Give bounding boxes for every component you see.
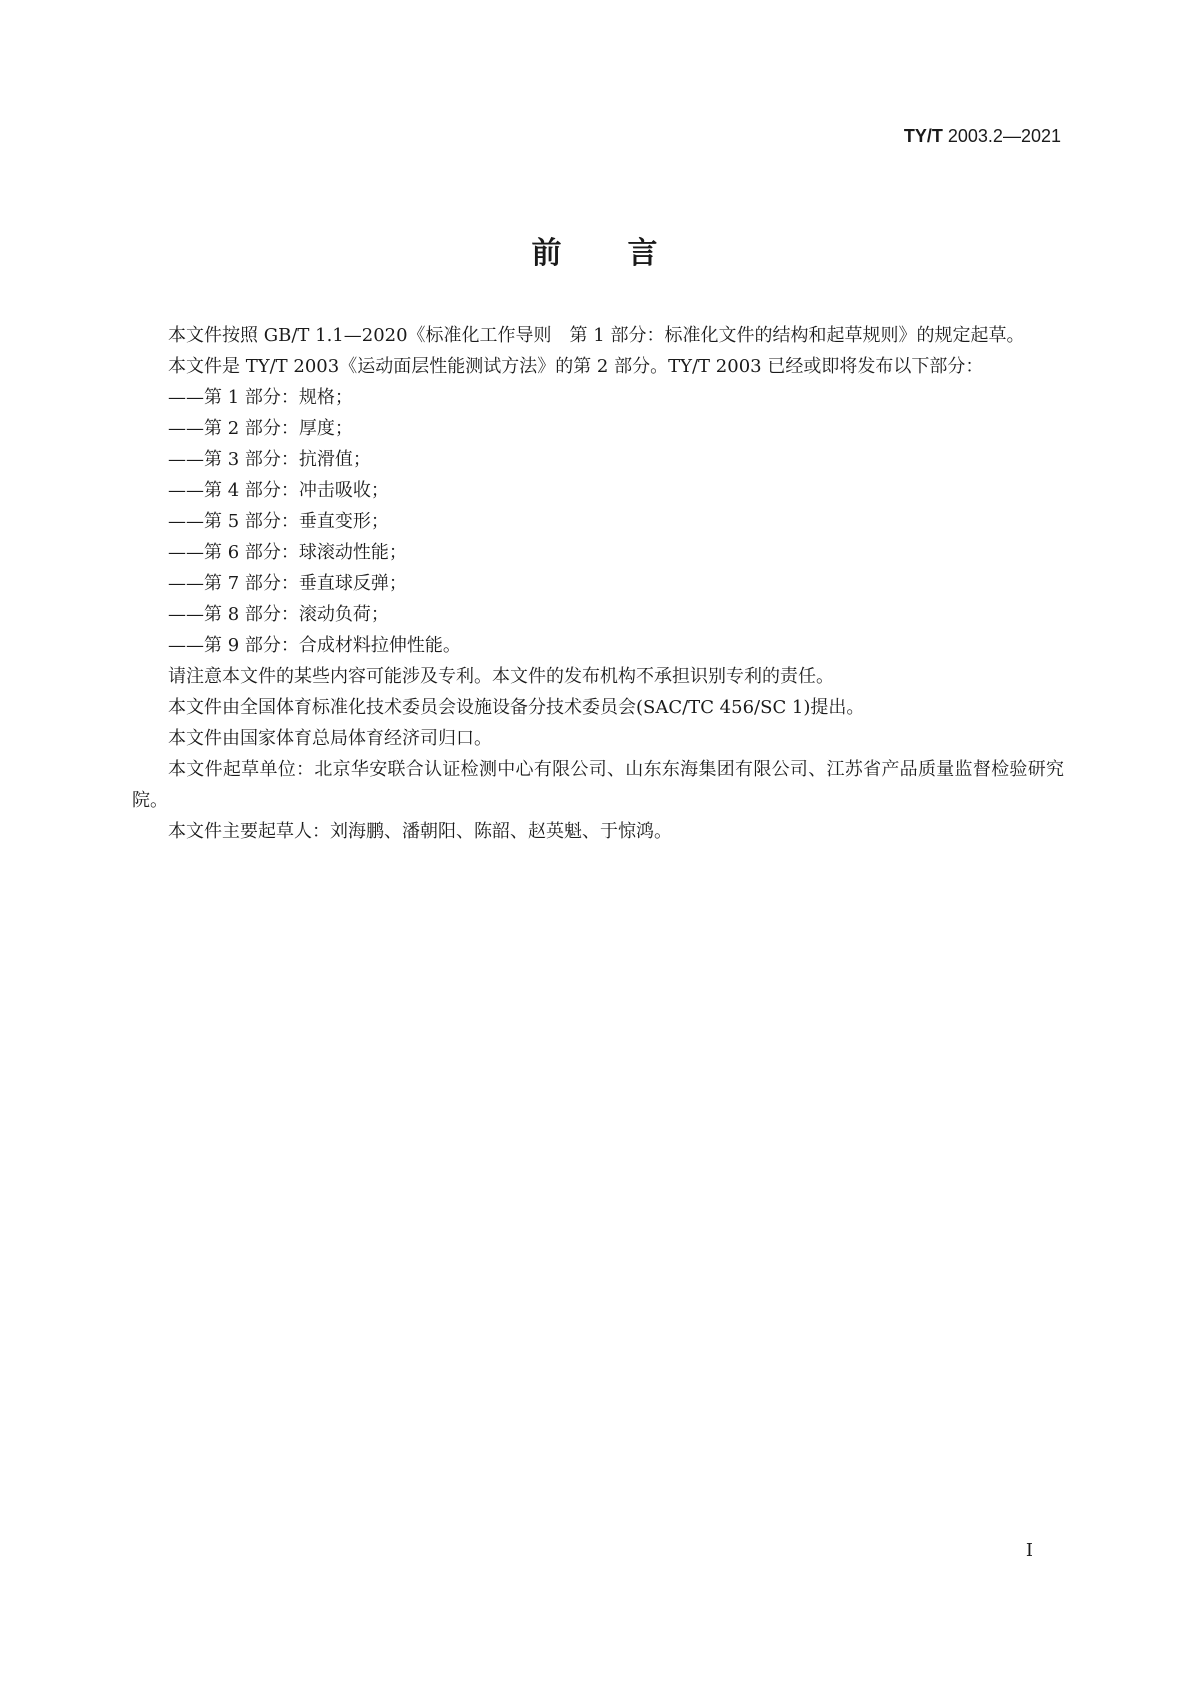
list-item: ——第 9 部分：合成材料拉伸性能。: [168, 635, 461, 656]
page-title: 前 言: [531, 236, 660, 271]
parts-list: [132, 382, 1064, 661]
paragraph-drafting-rules: 本文件按照 GB/T 1.1—2020《标准化工作导则 第 1 部分：标准化文件的结构和起草规则》的规定起草。: [168, 325, 1025, 346]
paragraph-centralized-by: 本文件由国家体育总局体育经济司归口。: [168, 728, 492, 749]
standard-code-prefix: TY/T: [903, 126, 943, 146]
list-item: ——第 1 部分：规格；: [168, 387, 353, 408]
standard-code: [904, 126, 1061, 147]
list-item: ——第 4 部分：冲击吸收；: [168, 480, 389, 501]
standard-code-number: 2003.2—2021: [947, 126, 1061, 146]
list-item: ——第 2 部分：厚度；: [168, 418, 353, 439]
paragraph-drafting-units: 本文件起草单位：北京华安联合认证检测中心有限公司、山东东海集团有限公司、江苏省产品质量监督检验研究院。: [132, 759, 1064, 811]
page-number: I: [1025, 1540, 1033, 1561]
list-item: ——第 6 部分：球滚动性能；: [168, 542, 407, 563]
list-item: ——第 5 部分：垂直变形；: [168, 511, 389, 532]
paragraph-part-intro: 本文件是 TY/T 2003《运动面层性能测试方法》的第 2 部分。TY/T 2003 已经或即将发布以下部分：: [168, 356, 984, 377]
paragraph-patent-notice: 请注意本文件的某些内容可能涉及专利。本文件的发布机构不承担识别专利的责任。: [168, 666, 834, 687]
paragraph-proposed-by: 本文件由全国体育标准化技术委员会设施设备分技术委员会(SAC/TC 456/SC 1)提出。: [168, 697, 865, 718]
list-item: ——第 8 部分：滚动负荷；: [168, 604, 389, 625]
list-item: ——第 7 部分：垂直球反弹；: [168, 573, 407, 594]
paragraph-drafters: 本文件主要起草人：刘海鹏、潘朝阳、陈韶、赵英魁、于惊鸿。: [168, 821, 672, 842]
foreword-body: [132, 320, 1064, 847]
list-item: ——第 3 部分：抗滑值；: [168, 449, 371, 470]
